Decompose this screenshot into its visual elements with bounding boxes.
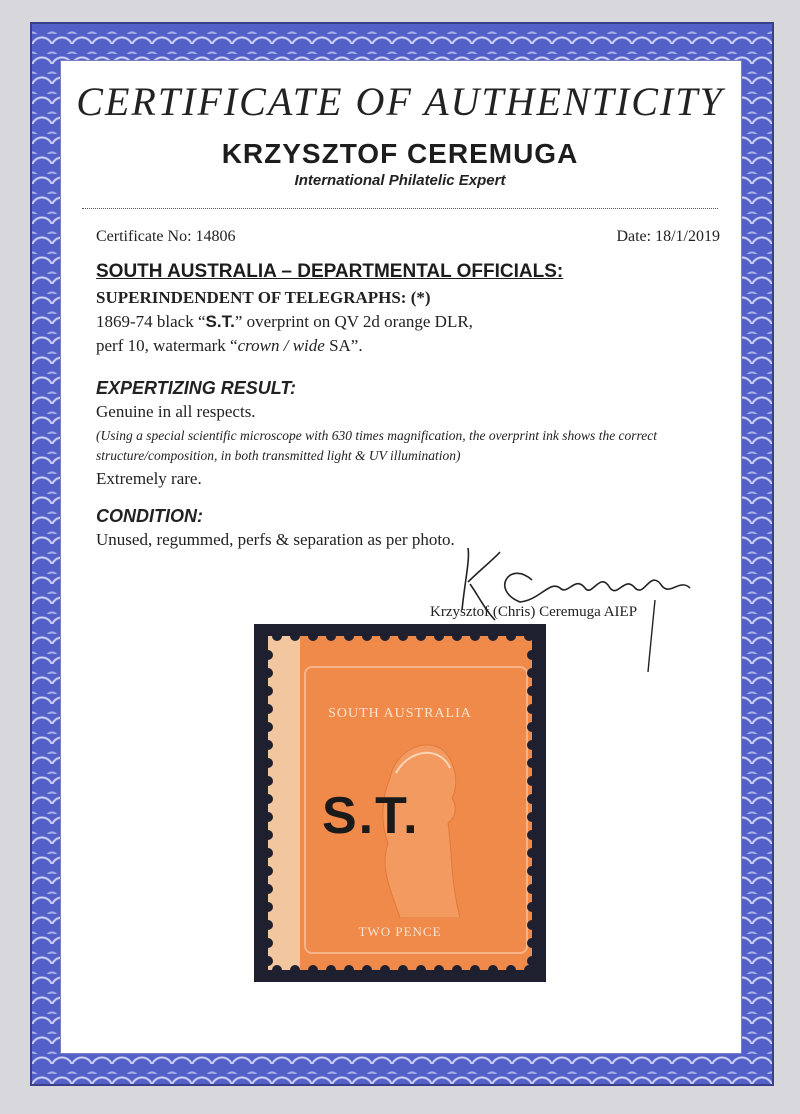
stamp-perforation — [290, 965, 300, 975]
expertizing-heading: EXPERTIZING RESULT: — [96, 378, 297, 398]
stamp-perforation — [263, 920, 273, 930]
stamp-perforation — [527, 722, 537, 732]
condition-heading: CONDITION: — [96, 506, 203, 526]
desc-text: perf 10, watermark “ — [96, 336, 238, 355]
stamp-perforation — [527, 758, 537, 768]
stamp-perforation — [272, 631, 282, 641]
stamp-perforation — [263, 902, 273, 912]
certificate-date: Date: 18/1/2019 — [616, 228, 720, 245]
stamp-perforation — [488, 631, 498, 641]
stamp-perforation — [263, 686, 273, 696]
stamp-perforation — [488, 965, 498, 975]
desc-text: SA”. — [324, 336, 363, 355]
stamp-perforation — [470, 965, 480, 975]
desc-text: 1869-74 black “ — [96, 312, 206, 331]
stamp-top-text: SOUTH AUSTRALIA — [328, 706, 472, 721]
stamp-image — [268, 636, 532, 970]
stamp-perforation — [263, 776, 273, 786]
stamp-perforation — [527, 740, 537, 750]
stamp-perforation — [344, 631, 354, 641]
stamp-perforation — [263, 956, 273, 966]
item-description-line1 — [96, 312, 473, 332]
expert-name: KRZYSZTOF CEREMUGA — [221, 138, 579, 169]
stamp-perforation — [527, 668, 537, 678]
expertizing-note: (Using a special scientific microscope with 630 times magnification, the overprint ink shows the correct structure/composition, in both transmitted light & UV illumination) — [96, 428, 658, 463]
expertizing-result: Genuine in all respects. — [96, 402, 256, 421]
overprint-label: S.T. — [205, 312, 235, 331]
stamp-perforation — [263, 866, 273, 876]
stamp-perforation — [527, 884, 537, 894]
stamp-perforation — [452, 631, 462, 641]
stamp-perforation — [527, 938, 537, 948]
stamp-perforation — [263, 740, 273, 750]
stamp-perforation — [524, 965, 534, 975]
stamp-perforation — [362, 631, 372, 641]
stamp-perforation — [470, 631, 480, 641]
stamp-perforation — [434, 631, 444, 641]
stamp-perforation — [263, 668, 273, 678]
stamp-perforation — [527, 794, 537, 804]
stamp-perforation — [398, 631, 408, 641]
stamp-perforation — [506, 965, 516, 975]
stamp-perforation — [263, 812, 273, 822]
watermark-label: crown / wide — [237, 336, 325, 355]
stamp-perforation — [452, 965, 462, 975]
certificate-title: CERTIFICATE OF AUTHENTICITY — [76, 79, 724, 124]
stamp-perforation — [527, 650, 537, 660]
stamp-perforation — [527, 866, 537, 876]
stamp-perforation — [527, 848, 537, 858]
stamp-perforation — [434, 965, 444, 975]
stamp-perforation — [527, 830, 537, 840]
stamp-perforation — [263, 830, 273, 840]
stamp-perforation — [527, 704, 537, 714]
divider — [82, 208, 718, 209]
condition-text: Unused, regummed, perfs & separation as per photo. — [96, 530, 455, 549]
stamp-perforation — [344, 965, 354, 975]
stamp-perforation — [263, 794, 273, 804]
stamp-perforation — [263, 704, 273, 714]
item-description-line2 — [96, 336, 363, 356]
stamp-perforation — [263, 938, 273, 948]
stamp-perforation — [362, 965, 372, 975]
stamp-perforation — [527, 776, 537, 786]
expertizing-rarity: Extremely rare. — [96, 469, 202, 488]
item-subheading: SUPERINDENDENT OF TELEGRAPHS: (*) — [96, 288, 431, 307]
stamp-perforation — [263, 758, 273, 768]
stamp-perforation — [263, 722, 273, 732]
stamp-perforation — [308, 631, 318, 641]
stamp-perforation — [416, 965, 426, 975]
stamp-perforation — [326, 965, 336, 975]
desc-text: ” overprint on QV 2d orange DLR, — [234, 312, 473, 331]
stamp-perforation — [290, 631, 300, 641]
item-heading: SOUTH AUSTRALIA – DEPARTMENTAL OFFICIALS: — [96, 261, 564, 282]
stamp-perforation — [527, 686, 537, 696]
stamp-perforation — [524, 631, 534, 641]
stamp-perforation — [308, 965, 318, 975]
stamp-perforation — [398, 965, 408, 975]
stamp-perforation — [380, 631, 390, 641]
stamp-perforation — [263, 650, 273, 660]
stamp-perforation — [263, 884, 273, 894]
stamp-perforation — [527, 902, 537, 912]
stamp-bottom-text: TWO PENCE — [358, 924, 442, 939]
stamp-perforation — [380, 965, 390, 975]
stamp-overprint: S.T. — [322, 787, 420, 845]
stamp-perforation — [506, 631, 516, 641]
certificate-number: Certificate No: 14806 — [96, 228, 236, 245]
stamp-separation-edge — [268, 636, 300, 970]
stamp-perforation — [527, 956, 537, 966]
stamp-perforation — [527, 812, 537, 822]
stamp-perforation — [416, 631, 426, 641]
expert-subtitle: International Philatelic Expert — [294, 172, 506, 189]
stamp-perforation — [326, 631, 336, 641]
stamp-perforation — [272, 965, 282, 975]
stamp-perforation — [263, 848, 273, 858]
signature-name: Krzysztof (Chris) Ceremuga AIEP — [430, 604, 638, 620]
stamp-perforation — [527, 920, 537, 930]
